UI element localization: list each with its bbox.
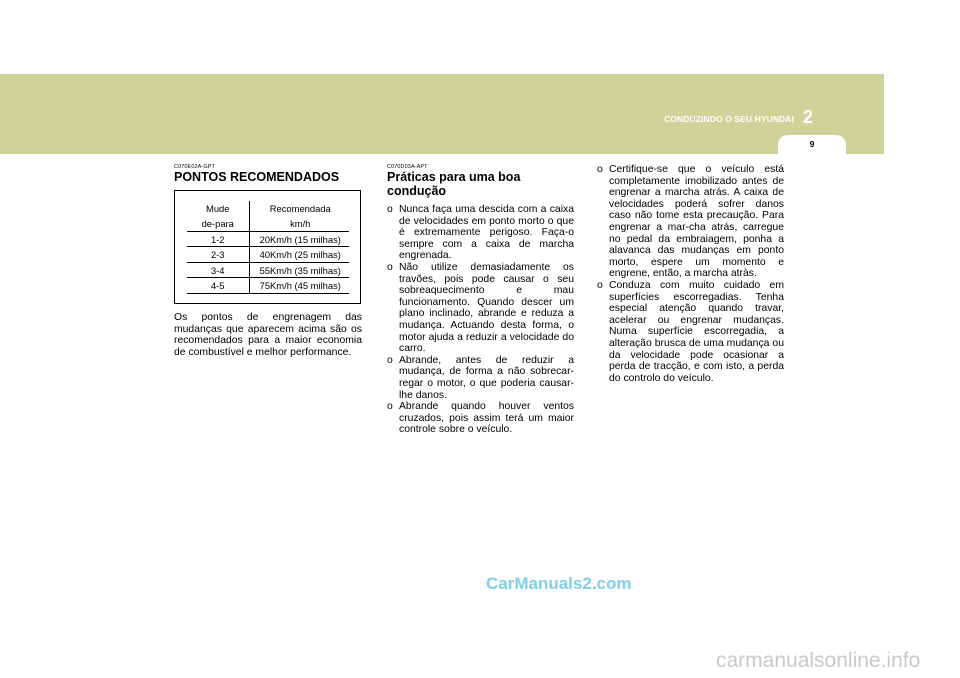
- list-item: [387, 401, 574, 436]
- chapter-number: 2: [802, 107, 813, 127]
- table-row: [187, 278, 349, 294]
- gear-cell: 4-5: [187, 278, 249, 294]
- gear-cell: 1-2: [187, 231, 249, 247]
- table-row: [187, 247, 349, 263]
- table-header-row: [187, 216, 349, 231]
- shift-points-table: [187, 201, 349, 294]
- list-item: [597, 280, 784, 384]
- section-code: C070D03A-APT: [387, 164, 428, 170]
- header-gear: de-para: [187, 216, 249, 231]
- chapter-title: CONDUZINDO O SEU HYUNDAI: [664, 114, 794, 124]
- header-speed: km/h: [290, 218, 311, 230]
- list-item-text: Nunca faça uma descida com a caixa de velocidades em ponto morto o que é extremamente perigoso. Faça-o sempre com a caixa de marcha engrenada.: [399, 204, 574, 262]
- bullet-marker: o: [387, 401, 393, 413]
- watermark-carmanuals2: CarManuals2.com: [486, 574, 632, 593]
- header-gear: Mude: [187, 201, 249, 216]
- list-item: [387, 262, 574, 355]
- driving-practices-section: [387, 164, 574, 436]
- table-row: [187, 231, 349, 247]
- page-number: 9: [809, 139, 815, 149]
- section-title: PONTOS RECOMENDADOS: [174, 170, 340, 184]
- table-row: [187, 262, 349, 278]
- bullet-marker: o: [387, 204, 393, 215]
- recommended-points-paragraph: Os pontos de engrenagem das mudanças que aparecem acima são os recomendados para a maior economia de combustível e melhor performance.: [174, 312, 362, 358]
- list-item-text: Abrande quando houver ventos cruzados, pois assim terá um maior controle sobre o veículo.: [399, 401, 574, 436]
- table-header-row: [187, 201, 349, 216]
- watermark-carmanualsonline: carmanualsonline.info: [716, 649, 921, 672]
- list-item-text: Conduza com muito cuidado em superfícies escorregadias. Tenha especial atenção quando travar, acelerar ou engrenar mudanças. Numa superfície escorregadia, a alteração brusca de uma mudança ou da velocidade pode ocasionar a perda de tracção, e com isto, a perda do controlo do veículo.: [609, 279, 784, 384]
- bullet-marker: o: [387, 261, 393, 273]
- speed-cell: 55Km/h (35 milhas): [249, 262, 349, 278]
- list-item-text: Certifique-se que o veículo está completamente imobilizado antes de engrenar a marcha atrás. A caixa de velocidades poderá sofrer danos caso não tome esta precaução. Para engrenar a mar-cha atrás, carregue no pedal da embraiagem, ponha a alavanca das mudanças em ponto morto, espere um momento e engrene, então, a marcha atràs.: [609, 164, 784, 280]
- bullet-marker: o: [597, 164, 603, 175]
- shift-points-table-box: [174, 190, 361, 304]
- list-item: [597, 164, 784, 280]
- section-code: C070E02A-GPT: [174, 164, 215, 170]
- list-item-text: Abrande, antes de reduzir a mudança, de forma a não sobrecar-regar o motor, o que poderia causar-lhe danos.: [399, 354, 574, 401]
- bullet-marker: o: [387, 354, 393, 366]
- driving-practices-list-continued: [597, 164, 784, 384]
- list-item-text: Não utilize demasiadamente os travões, pois pode causar o seu sobreaquecimento e mau funcionamento. Quando descer um plano inclinado, abrande e reduza a mudança. Actuando desta forma, o motor ajuda a reduzir a velocidade do carro.: [399, 261, 574, 355]
- list-item: [387, 355, 574, 401]
- driving-practices-list: [387, 204, 574, 436]
- list-item: [387, 204, 574, 262]
- speed-cell: 75Km/h (45 milhas): [249, 278, 349, 294]
- bullet-marker: o: [597, 279, 603, 291]
- header-speed: Recomendada: [269, 203, 331, 215]
- section-title: Práticas para uma boa condução: [387, 170, 521, 198]
- recommended-points-section: [174, 164, 362, 358]
- gear-cell: 2-3: [187, 247, 249, 263]
- speed-cell: 20Km/h (15 milhas): [249, 231, 349, 247]
- driving-practices-continued: [597, 164, 784, 384]
- gear-cell: 3-4: [187, 262, 249, 278]
- speed-cell: 40Km/h (25 milhas): [249, 247, 349, 263]
